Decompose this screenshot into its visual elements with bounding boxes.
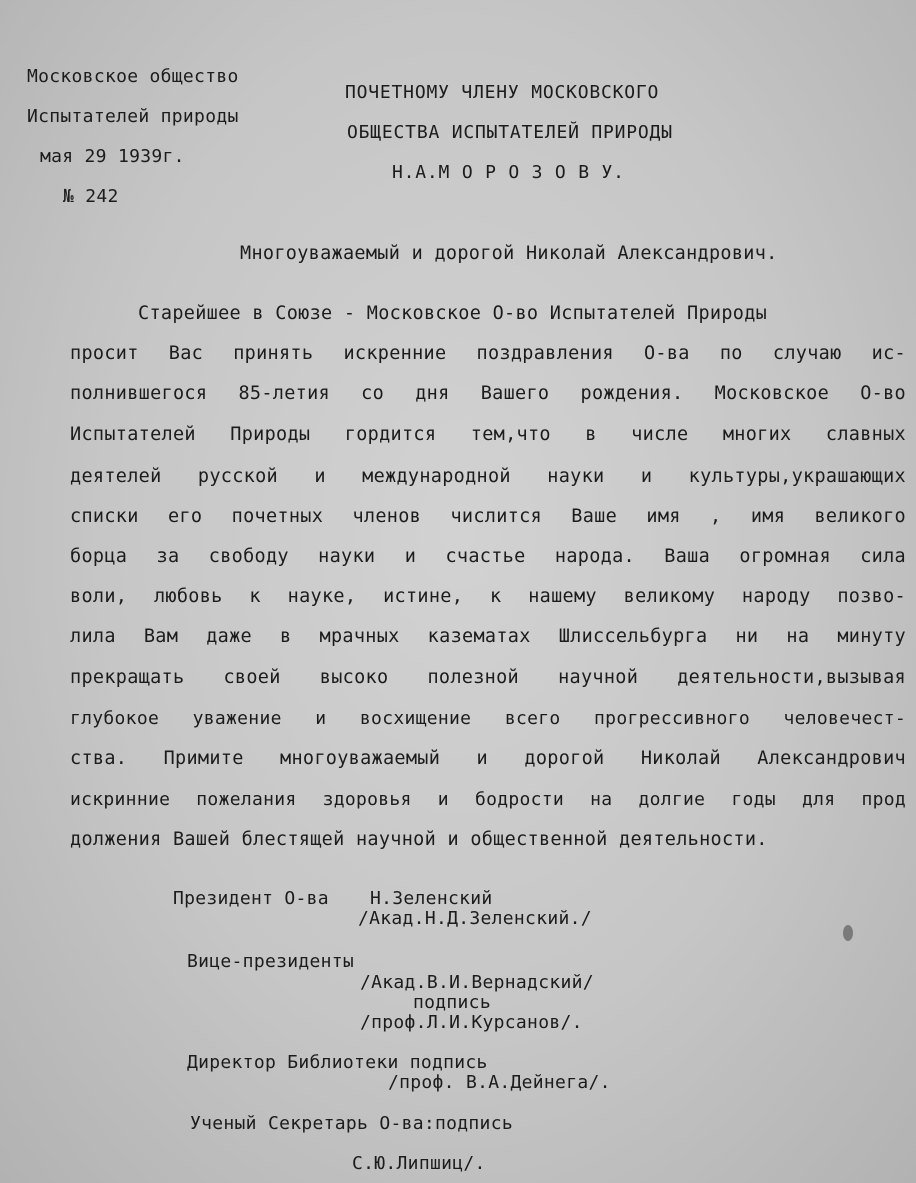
body-line: искринние пожелания здоровья и бодрости на долгие годы для прод [70,789,906,810]
body-line: Испытателей Природы гордится тем,что в числе многих славных [70,424,906,445]
body-line: просит Вас принять искренние поздравления О-ва по случаю ис- [70,343,906,364]
addressee-line3: Н.А.М О Р О З О В У. [392,162,625,183]
ink-smudge [843,925,853,941]
president-signature: Н.Зеленский [370,888,493,909]
vice-president-2: /проф.Л.И.Курсанов/. [360,1012,583,1033]
letter-date: мая 29 1939г. [40,146,185,167]
body-line: глубокое уважение и восхищение всего прогрессивного человечест- [70,708,906,729]
library-director-label: Директор Библиотеки подпись [187,1052,488,1073]
org-name-line2: Испытателей природы [27,106,239,127]
body-line: Старейшее в Союзе - Московское О-во Испытателей Природы [138,303,768,324]
letter-number: № 242 [63,186,119,207]
org-name-line1: Московское общество [27,66,239,87]
body-line: лила Вам даже в мрачных казематах Шлиссельбурга ни на минуту [70,626,906,647]
library-director-name: /проф. В.А.Дейнега/. [388,1072,611,1093]
body-line: полнившегося 85-летия со дня Вашего рождения. Московское О-во [70,383,906,404]
body-line: списки его почетных членов числится Ваше имя , имя великого [70,506,906,527]
body-line: прекращать своей высоко полезной научной деятельности,вызывая [70,667,906,688]
vice-presidents-label: Вице-президенты [187,951,355,972]
secretary-label: Ученый Секретарь О-ва:подпись [190,1113,513,1134]
body-line: борца за свободу науки и счастье народа. Ваша огромная сила [70,546,906,567]
president-full-name: /Акад.Н.Д.Зеленский./ [358,908,592,929]
salutation: Многоуважаемый и дорогой Николай Александрович. [240,243,778,264]
president-label: Президент О-ва [173,888,329,909]
addressee-line2: ОБЩЕСТВА ИСПЫТАТЕЛЕЙ ПРИРОДЫ [347,122,673,143]
body-line: ства. Примите многоуважаемый и дорогой Николай Александрович [70,748,906,769]
addressee-line1: ПОЧЕТНОМУ ЧЛЕНУ МОСКОВСКОГО [345,82,660,103]
secretary-name: С.Ю.Липшиц/. [352,1153,486,1174]
vice-signature: подпись [413,992,491,1013]
vice-president-1: /Акад.В.И.Вернадский/ [360,972,594,993]
body-line: воли, любовь к науке, истине, к нашему великому народу позво- [70,586,906,607]
body-line: деятелей русской и международной науки и культуры,украшающих [70,466,906,487]
body-line: должения Вашей блестящей научной и общественной деятельности. [70,829,768,850]
